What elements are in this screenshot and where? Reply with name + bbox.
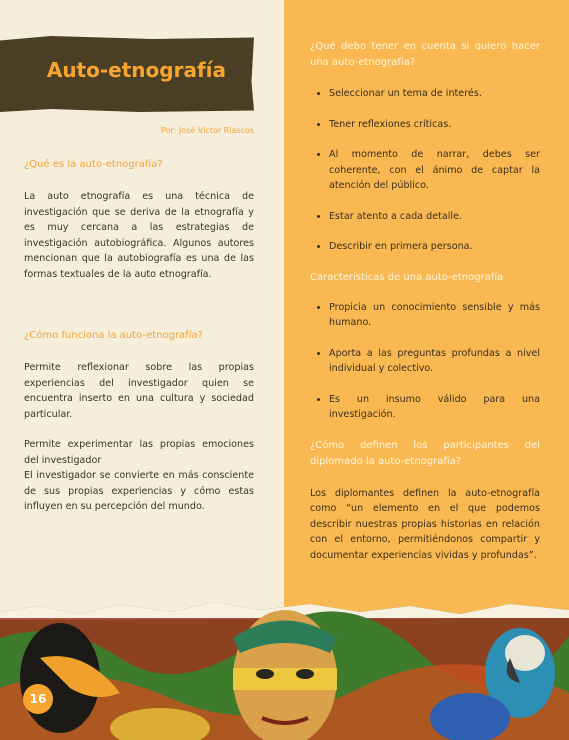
paragraph-reflect: Permite reflexionar sobre las propias experiencias del investigador quien se encuentra inserto en una cultura y sociedad particular. (24, 362, 254, 420)
list-consider (310, 86, 540, 255)
paragraph-emotions: Permite experimentar las propias emociones del investigador (24, 439, 254, 466)
byline: Por: José Víctor Riascos (161, 126, 254, 135)
left-section-2 (24, 329, 254, 515)
list-item: • Aporta a las preguntas profundas a nivel individual y colectivo. (329, 346, 540, 377)
list-item: • Al momento de narrar, debes ser coherente, con el ánimo de captar la atención del público. (329, 147, 540, 194)
list-item: • Propicia un conocimiento sensible y más humano. (329, 300, 540, 331)
mural-artwork (0, 598, 569, 740)
paragraph-conscious: El investigador se convierte en más consciente de sus propias experiencias y cómo estas influyen en su percepción del mundo. (24, 470, 254, 512)
heading-characteristics: Características de una auto-etnografía (310, 271, 504, 283)
list-item: • Describir en primera persona. (329, 239, 540, 255)
heading-what-is: ¿Qué es la auto-etnografía? (24, 159, 163, 170)
left-section-1 (24, 158, 254, 282)
heading-consider: ¿Qué debo tener en cuenta si quiero hacer una auto-etnografía? (310, 41, 540, 68)
paragraph-definition: La auto etnografía es una técnica de investigación que se deriva de la etnografía y es muy cercana a las estrategias de investigación autobiográfica. Algunos autores mencionan que la autobiografía es una de las formas textuales de la auto etnografía. (24, 191, 254, 280)
list-item: • Seleccionar un tema de interés. (329, 86, 540, 102)
page-title: Auto-etnografía (46, 58, 226, 82)
list-characteristics (310, 300, 540, 423)
paragraph-participants: Los diplomantes definen la auto-etnografía como “un elemento en el que podemos describir nuestras propias historias en relación con el entorno, permitiéndonos compartir y documentar experiencias vividas y profundas”. (310, 487, 540, 561)
right-section-1 (310, 39, 540, 563)
list-item: • Es un insumo válido para una investigación. (329, 392, 540, 423)
heading-participants: ¿Cómo definen los participantes del diplomado la auto-etnografía? (310, 439, 540, 467)
page-number: 16 (23, 684, 53, 714)
list-item: • Estar atento a cada detalle. (329, 209, 540, 225)
list-item: • Tener reflexiones críticas. (329, 117, 540, 133)
heading-how-works: ¿Cómo funciona la auto-etnografía? (24, 330, 203, 341)
